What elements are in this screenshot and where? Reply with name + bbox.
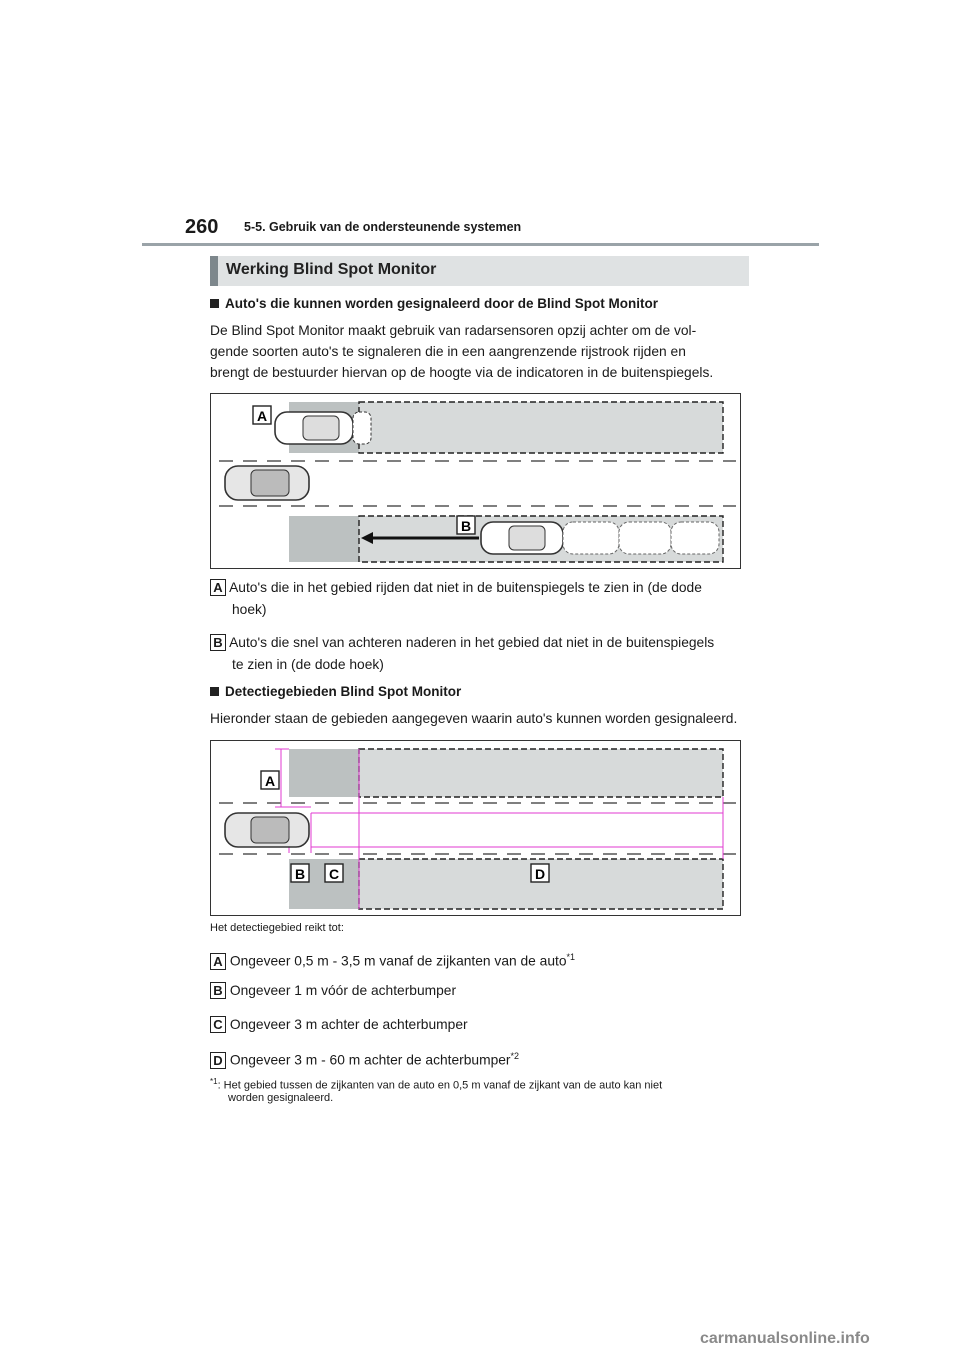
own-car-icon bbox=[225, 813, 309, 847]
list-item bbox=[210, 577, 702, 599]
footnote-line1: : Het gebied tussen de zijkanten van de auto en 0,5 m vanaf de zijkant van de auto kan niet bbox=[217, 1079, 663, 1092]
detection-paragraph: Hieronder staan de gebieden aangegeven waarin auto's kunnen worden gesignaleerd. bbox=[210, 711, 738, 726]
footnote-ref: *2 bbox=[510, 1051, 520, 1061]
item-label-box: B bbox=[210, 982, 226, 999]
running-header: 5-5. Gebruik van de ondersteunende systemen bbox=[244, 220, 522, 234]
car-b-icon bbox=[481, 522, 719, 554]
watermark: carmanualsonline.info bbox=[700, 1330, 870, 1347]
zone-dark-bottom bbox=[289, 516, 359, 562]
item-text-cont: hoek) bbox=[232, 602, 267, 617]
intro-line: brengt de bestuurder hiervan op de hoogte via de indicatoren in de buitenspiegels. bbox=[210, 365, 714, 380]
section-heading-text: Werking Blind Spot Monitor bbox=[226, 261, 437, 278]
item-text: Ongeveer 0,5 m - 3,5 m vanaf de zijkanten van de auto bbox=[229, 953, 567, 969]
subheading-detection-areas bbox=[210, 684, 461, 699]
square-bullet-icon bbox=[210, 299, 219, 308]
diagram-caption: Het detectiegebied reikt tot: bbox=[210, 922, 344, 934]
item-label-box: C bbox=[210, 1016, 226, 1033]
zone-dark-top bbox=[289, 749, 359, 797]
footnote-line2: worden gesignaleerd. bbox=[228, 1092, 334, 1104]
list-item bbox=[210, 632, 714, 654]
section-heading bbox=[210, 256, 749, 286]
item-text: Auto's die in het gebied rijden dat niet in de buitenspiegels te zien in (de dode bbox=[229, 580, 702, 595]
item-label-box: D bbox=[210, 1052, 226, 1069]
footnote bbox=[210, 1074, 750, 1094]
detection-area-diagram bbox=[210, 740, 741, 916]
square-bullet-icon bbox=[210, 687, 219, 696]
own-car-icon bbox=[225, 466, 309, 500]
zone-light-top bbox=[359, 402, 723, 453]
intro-line: gende soorten auto's te signaleren die in een aangrenzende rijstrook rijden en bbox=[210, 344, 686, 359]
subheading-detected-cars bbox=[210, 296, 658, 311]
item-text: Ongeveer 3 m - 60 m achter de achterbumper bbox=[229, 1052, 511, 1068]
list-item bbox=[210, 1045, 519, 1072]
diagram2-label-b: B bbox=[294, 866, 306, 882]
footnote-ref: *1 bbox=[566, 952, 576, 962]
diagram2-label-a: A bbox=[264, 773, 276, 789]
item-text: Auto's die snel van achteren naderen in het gebied dat niet in de buitenspiegels bbox=[229, 635, 715, 650]
header-rule bbox=[142, 243, 819, 246]
subheading-text: Auto's die kunnen worden gesignaleerd door de Blind Spot Monitor bbox=[225, 296, 658, 311]
diagram-1-svg bbox=[211, 394, 740, 568]
item-label-box: B bbox=[210, 634, 226, 651]
diagram1-label-a: A bbox=[256, 408, 268, 424]
item-text-cont: te zien in (de dode hoek) bbox=[232, 657, 384, 672]
subheading-text: Detectiegebieden Blind Spot Monitor bbox=[225, 684, 462, 699]
diagram-2-svg bbox=[211, 741, 740, 915]
car-a-icon bbox=[275, 412, 371, 444]
item-text: Ongeveer 1 m vóór de achterbumper bbox=[229, 983, 457, 998]
list-item bbox=[210, 980, 456, 1002]
item-label-box: A bbox=[210, 579, 226, 596]
blind-spot-diagram-1 bbox=[210, 393, 741, 569]
intro-paragraph bbox=[210, 320, 750, 383]
diagram2-label-c: C bbox=[328, 866, 340, 882]
list-item bbox=[210, 1014, 468, 1036]
intro-line: De Blind Spot Monitor maakt gebruik van radarsensoren opzij achter om de vol- bbox=[210, 323, 697, 338]
list-item bbox=[210, 946, 575, 973]
diagram1-label-b: B bbox=[460, 518, 472, 534]
item-text: Ongeveer 3 m achter de achterbumper bbox=[229, 1017, 468, 1032]
zone-light-top bbox=[359, 749, 723, 797]
diagram2-label-d: D bbox=[534, 866, 546, 882]
footnote-mark: *1 bbox=[210, 1077, 218, 1086]
page-number: 260 bbox=[185, 216, 219, 238]
item-label-box: A bbox=[210, 953, 226, 970]
